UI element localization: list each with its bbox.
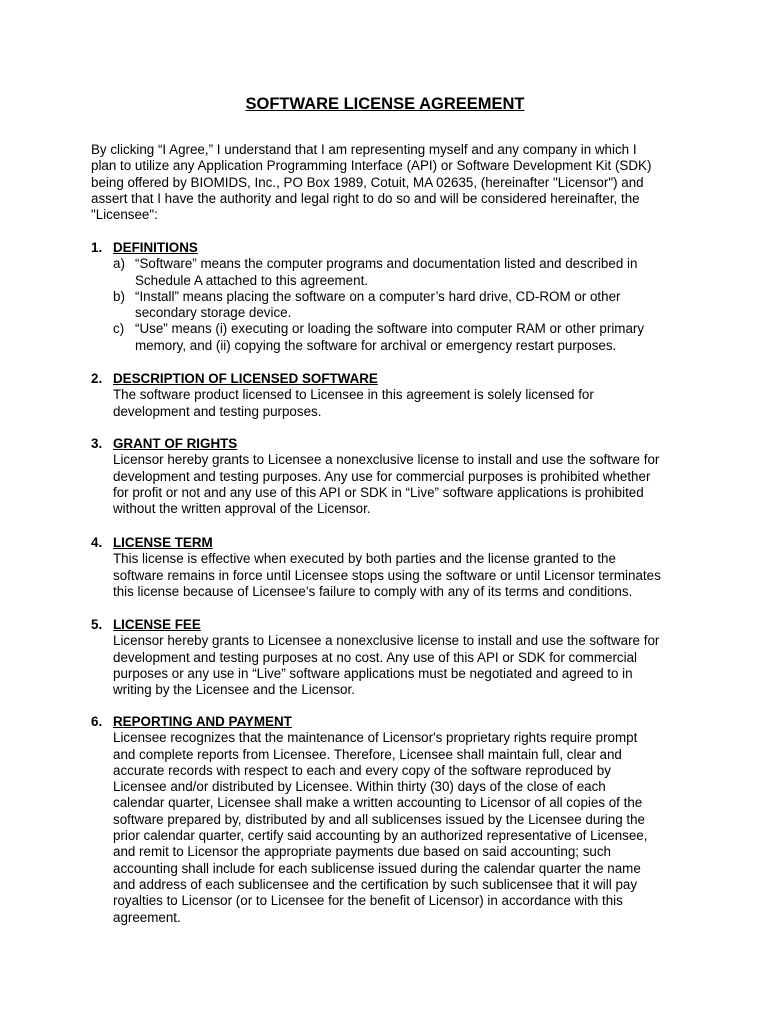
- section-heading: LICENSE FEE: [113, 617, 201, 632]
- intro-line: "Licensee":: [91, 207, 158, 223]
- section-line: writing by the Licensee and the Licensor.: [113, 682, 355, 698]
- section-line: Licensee and/or distributed by Licensee. Within thirty (30) days of the close of each: [113, 779, 606, 795]
- section-line: Licensor hereby grants to Licensee a nonexclusive license to install and use the software for: [113, 452, 660, 468]
- definition-letter: c): [113, 321, 125, 337]
- definition-line: “Install” means placing the software on a computer’s hard drive, CD-ROM or other: [135, 288, 621, 304]
- section-line: and remit to Licensor the appropriate payments due based on said accounting; such: [113, 844, 611, 860]
- intro-line: plan to utilize any Application Programming Interface (API) or Software Development Kit (SDK): [91, 158, 652, 174]
- definition-letter: b): [113, 288, 125, 304]
- section-line: software remains in force until Licensee stops using the software or until Licensor terminates: [113, 567, 661, 583]
- section-line: Licensor hereby grants to Licensee a nonexclusive license to install and use the software for: [113, 633, 660, 649]
- section-line: agreement.: [113, 909, 181, 925]
- section-line: for profit or not and any use of this API or SDK in “Live” software applications is prohibited: [113, 484, 644, 500]
- section-line: The software product licensed to Licensee in this agreement is solely licensed for: [113, 387, 594, 403]
- section-line: development and testing purposes. Any use for commercial purposes is prohibited whether: [113, 468, 651, 484]
- section-number: 4.: [91, 535, 103, 550]
- intro-line: By clicking “I Agree,” I understand that I am representing myself and any company in which I: [91, 142, 637, 157]
- section-line: prior calendar quarter, certify said accounting by an authorized representative of Licensee,: [113, 828, 648, 844]
- definition-line: secondary storage device.: [135, 305, 292, 321]
- document-title: SOFTWARE LICENSE AGREEMENT: [245, 95, 525, 113]
- intro-paragraph: [91, 142, 691, 223]
- section-license-fee: [91, 617, 711, 698]
- section-heading: REPORTING AND PAYMENT: [113, 714, 292, 729]
- definition-item: [113, 289, 711, 322]
- definition-item: [113, 256, 711, 289]
- section-line: and address of each sublicensee and the certification by such sublicensee that it will pay: [113, 876, 638, 892]
- section-number: 5.: [91, 617, 103, 632]
- section-heading: LICENSE TERM: [113, 535, 213, 550]
- section-line: purposes or any use in “Live” software applications must be negotiated and agreed to in: [113, 665, 633, 681]
- section-heading: DEFINITIONS: [113, 240, 198, 255]
- section-heading: DESCRIPTION OF LICENSED SOFTWARE: [113, 371, 378, 386]
- section-description: [91, 371, 711, 420]
- section-line: royalties to Licensor (or to Licensee for the benefit of Licensor) in accordance with this: [113, 893, 623, 909]
- section-heading: GRANT OF RIGHTS: [113, 436, 238, 451]
- intro-line: assert that I have the authority and legal right to do so and will be considered hereinafter, the: [91, 190, 640, 206]
- section-line: without the written approval of the Licensor.: [113, 501, 371, 517]
- section-license-term: [91, 535, 711, 600]
- section-number: 6.: [91, 714, 103, 729]
- intro-line: being offered by BIOMIDS, Inc., PO Box 1989, Cotuit, MA 02635, (hereinafter "Licensor") and: [91, 174, 644, 190]
- section-grant-of-rights: [91, 436, 711, 517]
- section-line: accounting shall include for each sublicense issued during the calendar quarter the name: [113, 860, 641, 876]
- section-line: development and testing purposes.: [113, 403, 322, 419]
- definition-letter: a): [113, 256, 125, 272]
- section-line: software prepared by, distributed by and all sublicenses issued by the Licensee during the: [113, 811, 645, 827]
- definition-line: Schedule A attached to this agreement.: [135, 272, 369, 288]
- section-number: 3.: [91, 436, 103, 451]
- section-definitions: [91, 240, 711, 354]
- definition-line: memory, and (ii) copying the software for archival or emergency restart purposes.: [135, 337, 617, 353]
- section-number: 2.: [91, 371, 103, 386]
- section-line: Licensee recognizes that the maintenance of Licensor's proprietary rights require prompt: [113, 730, 638, 746]
- section-line: accurate records with respect to each and every copy of the software reproduced by: [113, 762, 611, 778]
- section-line: and complete reports from Licensee. Therefore, Licensee shall maintain full, clear and: [113, 746, 622, 762]
- section-number: 1.: [91, 240, 103, 255]
- definition-line: “Software” means the computer programs and documentation listed and described in: [135, 256, 638, 272]
- section-reporting-and-payment: [91, 714, 711, 926]
- section-line: calendar quarter, Licensee shall make a written accounting to Licensor of all copies of the: [113, 795, 643, 811]
- definition-line: “Use” means (i) executing or loading the software into computer RAM or other primary: [135, 321, 645, 337]
- section-line: This license is effective when executed by both parties and the license granted to the: [113, 551, 616, 567]
- section-line: this license because of Licensee’s failure to comply with any of its terms and conditions.: [113, 583, 633, 599]
- definition-item: [113, 321, 711, 354]
- section-line: development and testing purposes at no cost. Any use of this API or SDK for commercial: [113, 649, 637, 665]
